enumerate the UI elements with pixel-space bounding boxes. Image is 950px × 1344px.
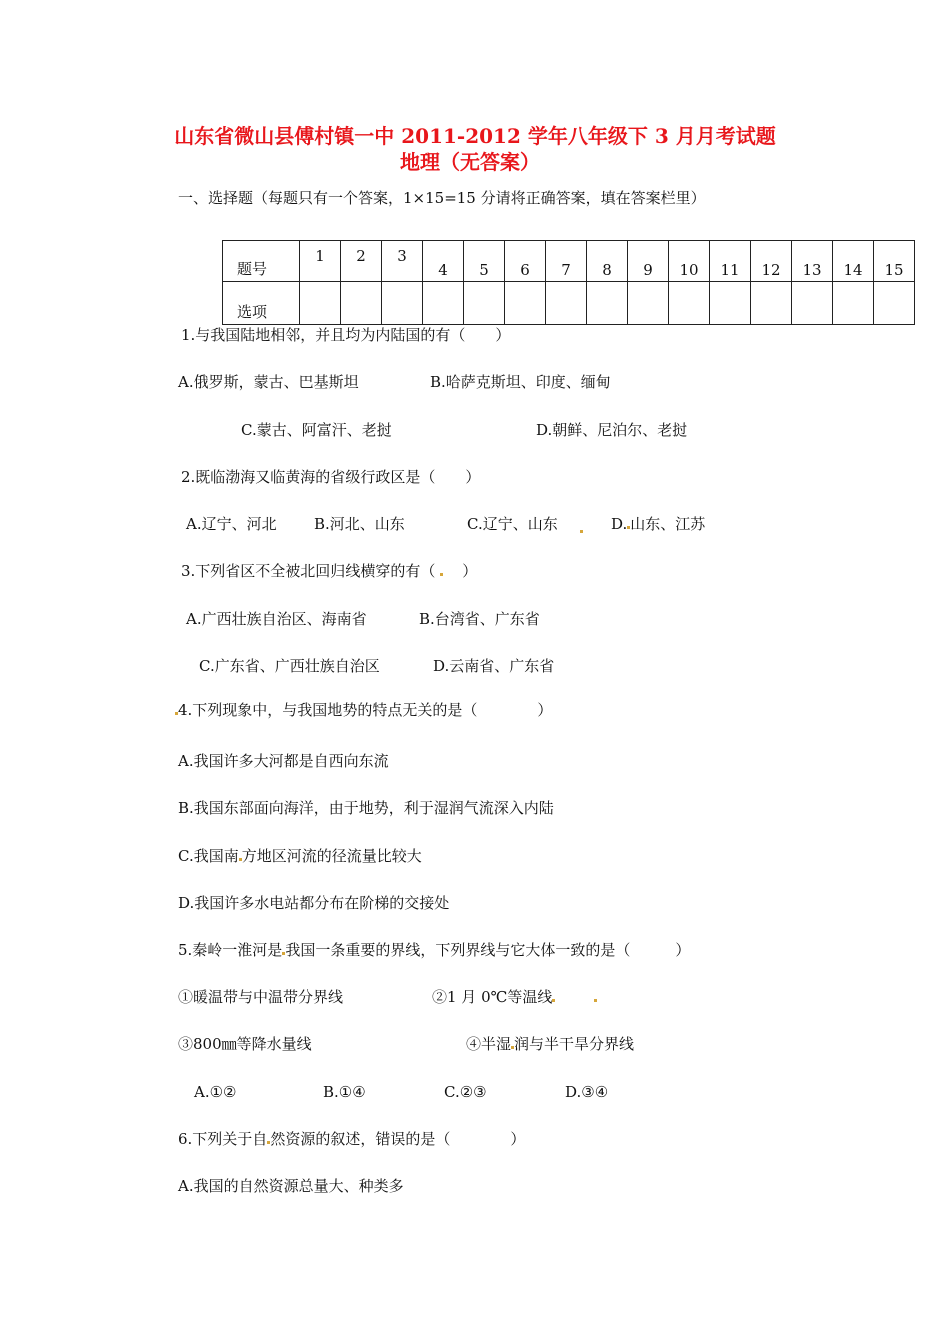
question-2-option-d-letter: D. [611, 515, 628, 533]
answer-cell[interactable] [792, 282, 833, 325]
question-number-cell: 10 [669, 241, 710, 282]
question-number-cell: 7 [546, 241, 587, 282]
answer-table-choice-row [223, 282, 915, 325]
question-2-option-a: A.辽宁、河北 [186, 515, 277, 533]
question-2-stem: 2.既临渤海又临黄海的省级行政区是（ ） [181, 468, 481, 486]
question-3-option-d: D.云南省、广东省 [433, 657, 555, 675]
stray-dot [552, 999, 555, 1002]
answer-cell[interactable] [587, 282, 628, 325]
question-2-option-c: C.辽宁、山东 [467, 515, 558, 533]
question-number-cell: 15 [874, 241, 915, 282]
question-6-stem-part1: 6.下列关于自 [178, 1130, 268, 1148]
answer-cell[interactable] [874, 282, 915, 325]
answer-cell[interactable] [833, 282, 874, 325]
question-1-option-b: B.哈萨克斯坦、印度、缅甸 [430, 373, 611, 391]
question-number-cell: 9 [628, 241, 669, 282]
stray-dot [440, 573, 443, 576]
question-5-option-d: D.③④ [565, 1083, 609, 1101]
answer-cell[interactable] [628, 282, 669, 325]
document-title-line1: 山东省微山县傅村镇一中 2011-2012 学年八年级下 3 月月考试题 [174, 124, 776, 148]
question-3-option-a: A.广西壮族自治区、海南省 [186, 610, 367, 628]
question-number-cell: 14 [833, 241, 874, 282]
question-1-option-c: C.蒙古、阿富汗、老挝 [241, 421, 392, 439]
question-1-stem: 1.与我国陆地相邻，并且均为内陆国的有（ ） [181, 326, 511, 344]
question-number-cell: 13 [792, 241, 833, 282]
question-5-option-c: C.②③ [444, 1083, 487, 1101]
row-label-number: 题号 [223, 241, 300, 282]
question-number-cell: 1 [300, 241, 341, 282]
question-4-option-b: B.我国东部面向海洋，由于地势，利于湿润气流深入内陆 [178, 799, 554, 817]
question-6-option-a: A.我国的自然资源总量大、种类多 [178, 1177, 404, 1195]
question-number-cell: 11 [710, 241, 751, 282]
question-3-stem [181, 561, 477, 581]
answer-cell[interactable] [546, 282, 587, 325]
question-5-item-3: ③800㎜等降水量线 [178, 1035, 312, 1053]
question-1-option-a: A.俄罗斯，蒙古、巴基斯坦 [178, 373, 359, 391]
question-5-stem-part1: 5.秦岭一淮河是 [178, 941, 283, 959]
question-5-item-2-text: ②1 月 0℃等温线 [432, 988, 553, 1006]
question-4-option-c-part1: C.我国南 [178, 847, 239, 865]
question-number-cell: 3 [382, 241, 423, 282]
question-4-stem [175, 700, 552, 720]
question-5-item-4-part1: ④半湿 [466, 1035, 512, 1053]
question-number-cell: 2 [341, 241, 382, 282]
stray-dot [594, 999, 597, 1002]
question-4-option-a: A.我国许多大河都是自西向东流 [178, 752, 389, 770]
question-4-stem-text: 4.下列现象中，与我国地势的特点无关的是（ ） [178, 701, 553, 719]
question-5-option-a: A.①② [194, 1083, 237, 1101]
question-number-cell: 5 [464, 241, 505, 282]
question-3-stem-end: ） [462, 562, 478, 580]
stray-dot [580, 530, 583, 533]
row-label-choice: 选项 [223, 282, 300, 325]
question-number-cell: 12 [751, 241, 792, 282]
document-title-line2: 地理（无答案） [400, 150, 540, 174]
question-5-stem [178, 940, 690, 960]
question-6-stem-part2: 然资源的叙述，错误的是（ ） [270, 1130, 526, 1148]
question-2-option-b: B.河北、山东 [314, 515, 405, 533]
answer-cell[interactable] [669, 282, 710, 325]
answer-cell[interactable] [505, 282, 546, 325]
question-5-item-4-part2: 润与半干旱分界线 [514, 1035, 635, 1053]
question-4-option-c-part2: 方地区河流的径流量比较大 [241, 847, 422, 865]
answer-cell[interactable] [423, 282, 464, 325]
question-2-option-d-text: 山东、江苏 [630, 515, 706, 533]
question-4-option-c [178, 846, 422, 866]
answer-cell[interactable] [300, 282, 341, 325]
question-3-option-b: B.台湾省、广东省 [419, 610, 540, 628]
question-5-stem-part2: 我国一条重要的界线，下列界线与它大体一致的是（ ） [285, 941, 691, 959]
question-3-option-c: C.广东省、广西壮族自治区 [199, 657, 380, 675]
question-1-option-d: D.朝鲜、尼泊尔、老挝 [536, 421, 688, 439]
answer-cell[interactable] [751, 282, 792, 325]
answer-table [222, 240, 915, 325]
answer-cell[interactable] [341, 282, 382, 325]
question-5-item-4 [466, 1034, 634, 1054]
question-2-option-d [611, 514, 705, 534]
section-heading: 一、选择题（每题只有一个答案，1×15=15 分请将正确答案，填在答案栏里） [178, 189, 706, 207]
question-5-item-1: ①暖温带与中温带分界线 [178, 988, 344, 1006]
question-3-stem-text: 3.下列省区不全被北回归线横穿的有（ [181, 562, 436, 580]
question-5-item-2 [432, 987, 597, 1007]
question-number-cell: 8 [587, 241, 628, 282]
question-4-option-d: D.我国许多水电站都分布在阶梯的交接处 [178, 894, 450, 912]
question-5-option-b: B.①④ [323, 1083, 366, 1101]
question-number-cell: 6 [505, 241, 546, 282]
answer-cell[interactable] [382, 282, 423, 325]
answer-cell[interactable] [464, 282, 505, 325]
question-6-stem [178, 1129, 525, 1149]
answer-cell[interactable] [710, 282, 751, 325]
answer-table-number-row [223, 241, 915, 282]
question-number-cell: 4 [423, 241, 464, 282]
